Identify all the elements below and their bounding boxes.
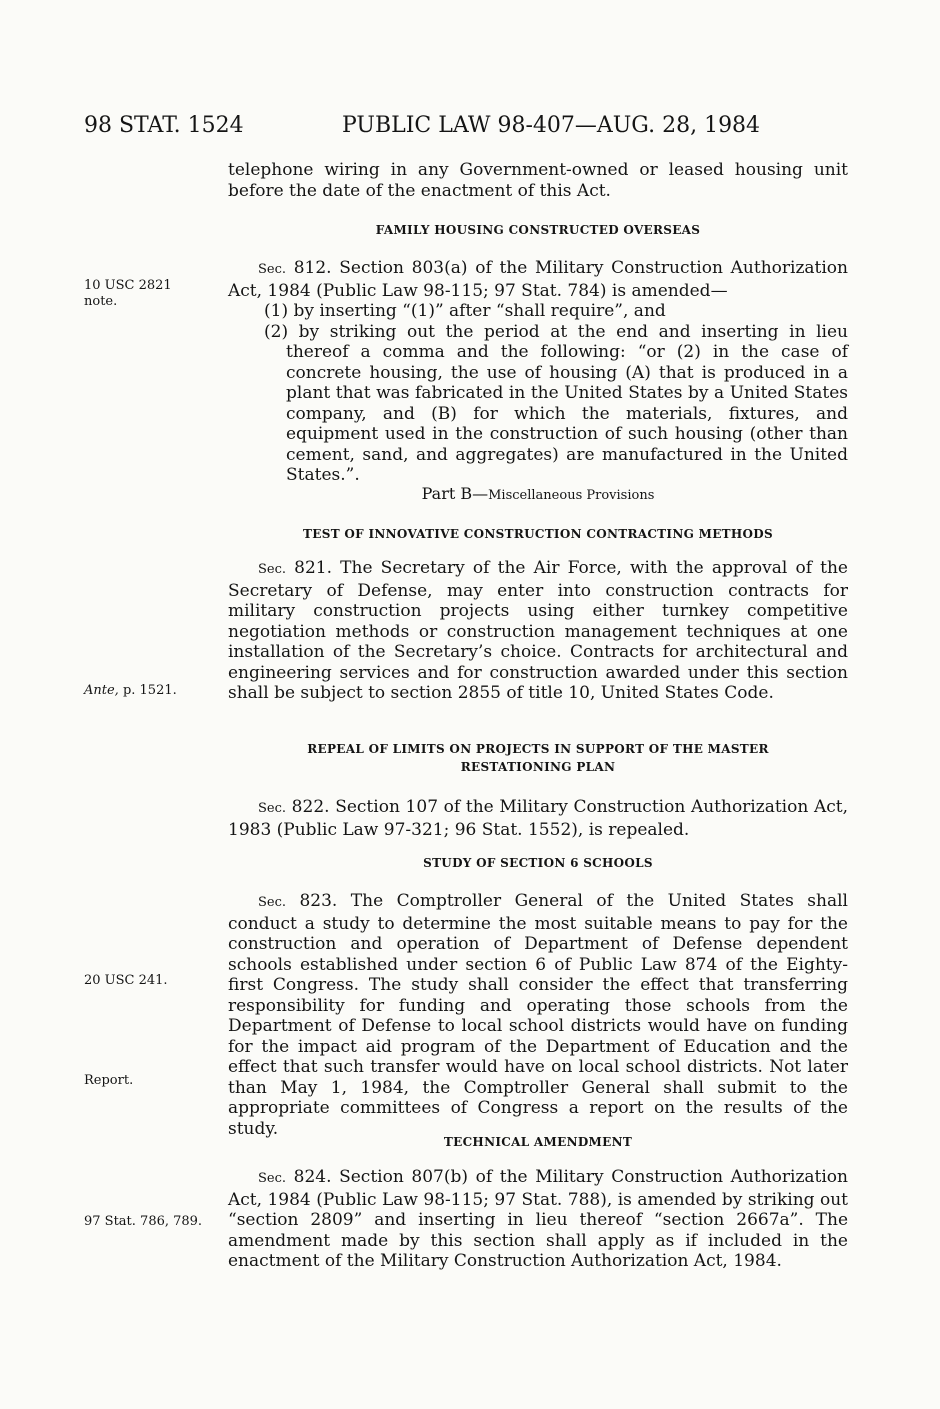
sec-812-item-2: (2) by striking out the period at the end and inserting in lieu thereof a comma and the following: “or (2) in the case of concrete housing, the use of housing (A) that is produced in a plant that was fabricated in the United States by a United States company, and (B) for which the materials, fixtures, and equipment used in the construction of such housing (other than cement, sand, and aggregates) are manufactured in the United States.”. [264,321,848,485]
section-823 [228,891,848,1139]
section-822 [228,797,848,840]
sec-821-body: 821. The Secretary of the Air Force, with the approval of the Secretary of Defense, may enter into construction contracts for military construction projects using either turnkey competitive negotiation methods or construction management techniques at one installation of the Secretary’s choice. Contracts for architectural and engineering services and for construction awarded under this section shall be subject to section 2855 of title 10, United States Code. [228,558,848,703]
sec-824-text [228,1167,848,1272]
sec-822-text [228,797,848,840]
part-b-title [228,484,848,507]
margin-note-stat-refs: 97 Stat. 786, 789. [84,1214,203,1229]
page-number: 98 STAT. 1524 [84,113,244,138]
part-b-heading [228,484,848,507]
heading-technical [228,1133,848,1151]
sec-824-body: 824. Section 807(b) of the Military Construction Authorization Act, 1984 (Public Law 98-115; 97 Stat. 788), is amended by striking out “section 2809” and inserting in lieu thereof “section 2667a”. The amendment made by this section shall apply as if included in the enactment of the Military Construction Authorization Act, 1984. [228,1167,848,1271]
section-821 [228,558,848,704]
section-heading: TEST OF INNOVATIVE CONSTRUCTION CONTRACTING METHODS [303,527,773,541]
margin-note-usc-2821 [84,278,172,310]
usc-citation-note: note. [84,294,118,309]
heading-family-housing [228,221,848,239]
sec-label: Sec. [258,801,287,816]
heading-study [228,854,848,872]
usc-citation: 10 USC 2821 [84,278,172,293]
intro-paragraph [228,160,848,201]
intro-text: telephone wiring in any Government-owned or leased housing unit before the date of the enactment of this Act. [228,160,848,201]
heading-repeal [228,740,848,776]
sec-label: Sec. [258,262,287,277]
sec-label: Sec. [258,562,287,577]
sec-821-text [228,558,848,704]
section-812 [228,258,848,486]
margin-note-report: Report. [84,1073,134,1088]
part-b-prefix: Part B— [421,484,489,503]
sec-label: Sec. [258,1171,287,1186]
margin-note-usc-241: 20 USC 241. [84,973,168,988]
sec-823-text [228,891,848,1139]
ante-label: Ante, [84,683,119,698]
section-heading: TECHNICAL AMENDMENT [443,1135,633,1149]
ante-page: p. 1521. [118,683,177,698]
section-heading: FAMILY HOUSING CONSTRUCTED OVERSEAS [375,223,701,237]
section-824 [228,1167,848,1272]
sec-823-body: 823. The Comptroller General of the United States shall conduct a study to determine the most suitable means to pay for the construction and operation of Department of Defense dependent schools established under section 6 of Public Law 874 of the Eighty-first Congress. The study shall consider the effect that transferring responsibility for funding and operating those schools from the Department of Defense to local school districts would have on funding for the impact aid program of the Department of Education and the effect that such transfer would have on local school districts. Not later than May 1, 1984, the Comptroller General shall submit to the appropriate committees of Congress a report on the results of the study. [228,891,848,1139]
section-heading-line-2: RESTATIONING PLAN [460,760,616,774]
sec-812-text [228,258,848,301]
sec-812-item-1: (1) by inserting “(1)” after “shall require”, and [264,301,666,321]
part-b-name: Miscellaneous Provisions [488,488,655,503]
margin-note-ante [84,683,177,699]
section-heading: STUDY OF SECTION 6 SCHOOLS [423,856,653,870]
sec-label: Sec. [258,895,287,910]
section-heading-line-1: REPEAL OF LIMITS ON PROJECTS IN SUPPORT OF THE MASTER [307,742,769,756]
heading-innovative [228,525,848,543]
sec-822-body: 822. Section 107 of the Military Construction Authorization Act, 1983 (Public Law 97-321; 96 Stat. 1552), is repealed. [228,797,848,840]
sec-812-body: 812. Section 803(a) of the Military Construction Authorization Act, 1984 (Public Law 98-115; 97 Stat. 784) is amended— [228,258,848,301]
law-title: PUBLIC LAW 98-407—AUG. 28, 1984 [342,113,761,138]
